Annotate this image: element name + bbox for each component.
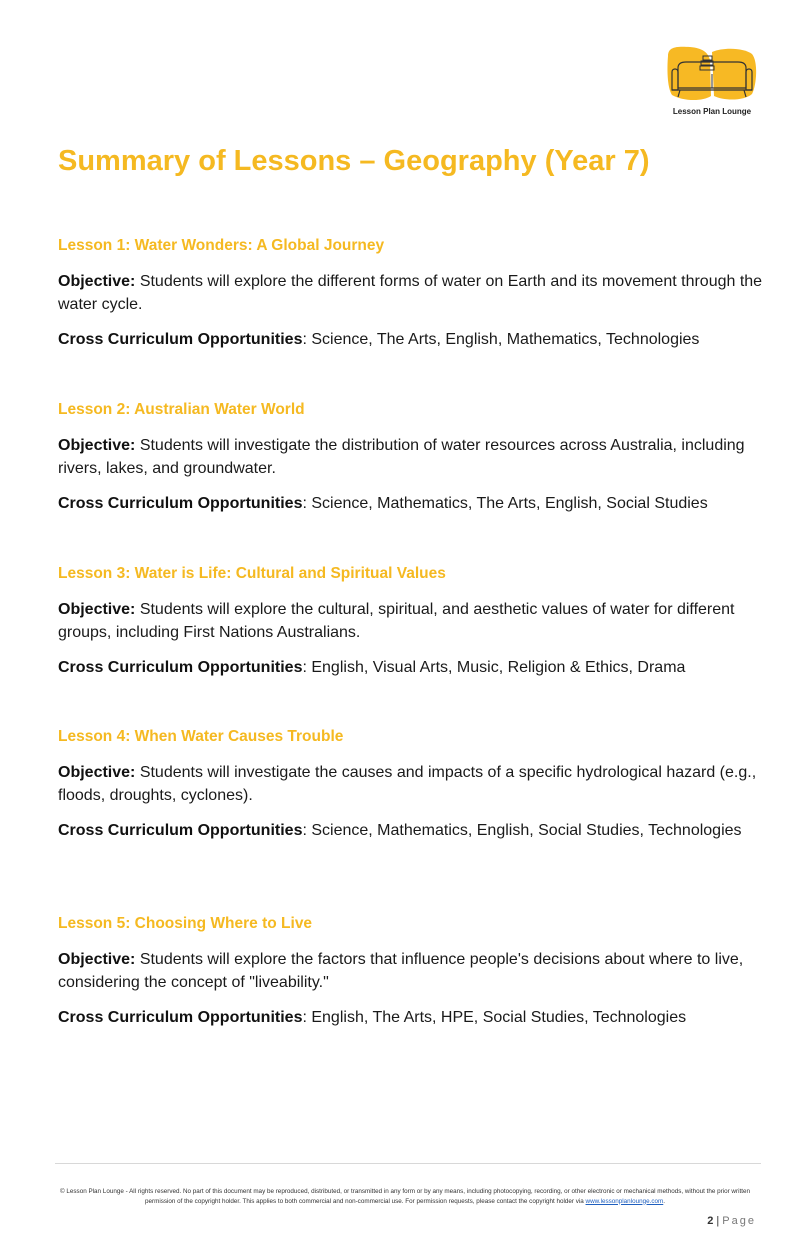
cross-curriculum-label: Cross Curriculum Opportunities	[58, 822, 303, 839]
sofa-logo-icon	[664, 44, 760, 106]
lesson-cross-curriculum	[58, 492, 768, 515]
cross-curriculum-subjects: : Science, Mathematics, English, Social Studies, Technologies	[302, 822, 742, 839]
objective-label: Objective:	[58, 437, 136, 454]
lesson-objective	[58, 270, 768, 316]
cross-curriculum-subjects: : Science, Mathematics, The Arts, English, Social Studies	[302, 495, 708, 512]
lesson-objective	[58, 434, 768, 480]
cross-curriculum-subjects: : English, Visual Arts, Music, Religion & Ethics, Drama	[302, 659, 686, 676]
objective-text: Students will explore the factors that influence people's decisions about where to live, considering the concept of "liveability."	[58, 951, 744, 991]
cross-curriculum-label: Cross Curriculum Opportunities	[58, 659, 303, 676]
cross-curriculum-label: Cross Curriculum Opportunities	[58, 1009, 303, 1026]
footer-copyright	[60, 1187, 750, 1206]
lesson-cross-curriculum	[58, 656, 768, 679]
cross-curriculum-label: Cross Curriculum Opportunities	[58, 331, 303, 348]
cross-curriculum-label: Cross Curriculum Opportunities	[58, 495, 303, 512]
page-separator: |	[716, 1215, 720, 1227]
lesson-cross-curriculum	[58, 1006, 768, 1029]
page-number	[707, 1215, 756, 1227]
lesson-title: Lesson 5: Choosing Where to Live	[58, 915, 313, 932]
lesson-cross-curriculum	[58, 819, 768, 842]
objective-text: Students will explore the cultural, spiritual, and aesthetic values of water for different groups, including First Nations Australians.	[58, 601, 735, 641]
objective-text: Students will investigate the distribution of water resources across Australia, including rivers, lakes, and groundwater.	[58, 437, 745, 477]
footer-divider	[55, 1163, 761, 1164]
logo-wordmark: Lesson Plan Lounge	[672, 107, 752, 116]
copyright-notice: © Lesson Plan Lounge - All rights reserved. No part of this document may be reproduced, distributed, or transmitted in any form or by any means, including photocopying, recording, or other electronic or mechanical methods, without the prior written permission of the copyright holder. This applies to both commercial and non-commercial use. For permission requests, please contact the copyright holder via	[60, 1188, 750, 1205]
brand-logo	[664, 44, 760, 120]
lesson-3	[58, 564, 768, 691]
lesson-objective	[58, 948, 768, 994]
page-title: Summary of Lessons – Geography (Year 7)	[58, 145, 650, 177]
copyright-end: .	[663, 1197, 665, 1205]
objective-label: Objective:	[58, 273, 136, 290]
page-number-value: 2	[707, 1215, 714, 1227]
lesson-4	[58, 727, 768, 854]
lesson-1	[58, 236, 768, 363]
objective-label: Objective:	[58, 601, 136, 618]
lesson-objective	[58, 598, 768, 644]
lesson-title: Lesson 1: Water Wonders: A Global Journey	[58, 237, 385, 254]
objective-label: Objective:	[58, 764, 136, 781]
cross-curriculum-subjects: : Science, The Arts, English, Mathematics, Technologies	[302, 331, 700, 348]
website-link[interactable]: www.lessonplanlounge.com	[585, 1197, 664, 1205]
objective-text: Students will explore the different forms of water on Earth and its movement through the water cycle.	[58, 273, 763, 313]
lesson-title: Lesson 3: Water is Life: Cultural and Spiritual Values	[58, 565, 446, 582]
lesson-cross-curriculum	[58, 328, 768, 351]
lesson-title: Lesson 2: Australian Water World	[58, 401, 305, 418]
lesson-5	[58, 914, 768, 1041]
lesson-2	[58, 400, 768, 527]
cross-curriculum-subjects: : English, The Arts, HPE, Social Studies, Technologies	[302, 1009, 687, 1026]
page-label: Page	[722, 1215, 756, 1227]
objective-label: Objective:	[58, 951, 136, 968]
lesson-title: Lesson 4: When Water Causes Trouble	[58, 728, 344, 745]
objective-text: Students will investigate the causes and impacts of a specific hydrological hazard (e.g., floods, droughts, cyclones).	[58, 764, 757, 804]
lesson-objective	[58, 761, 768, 807]
